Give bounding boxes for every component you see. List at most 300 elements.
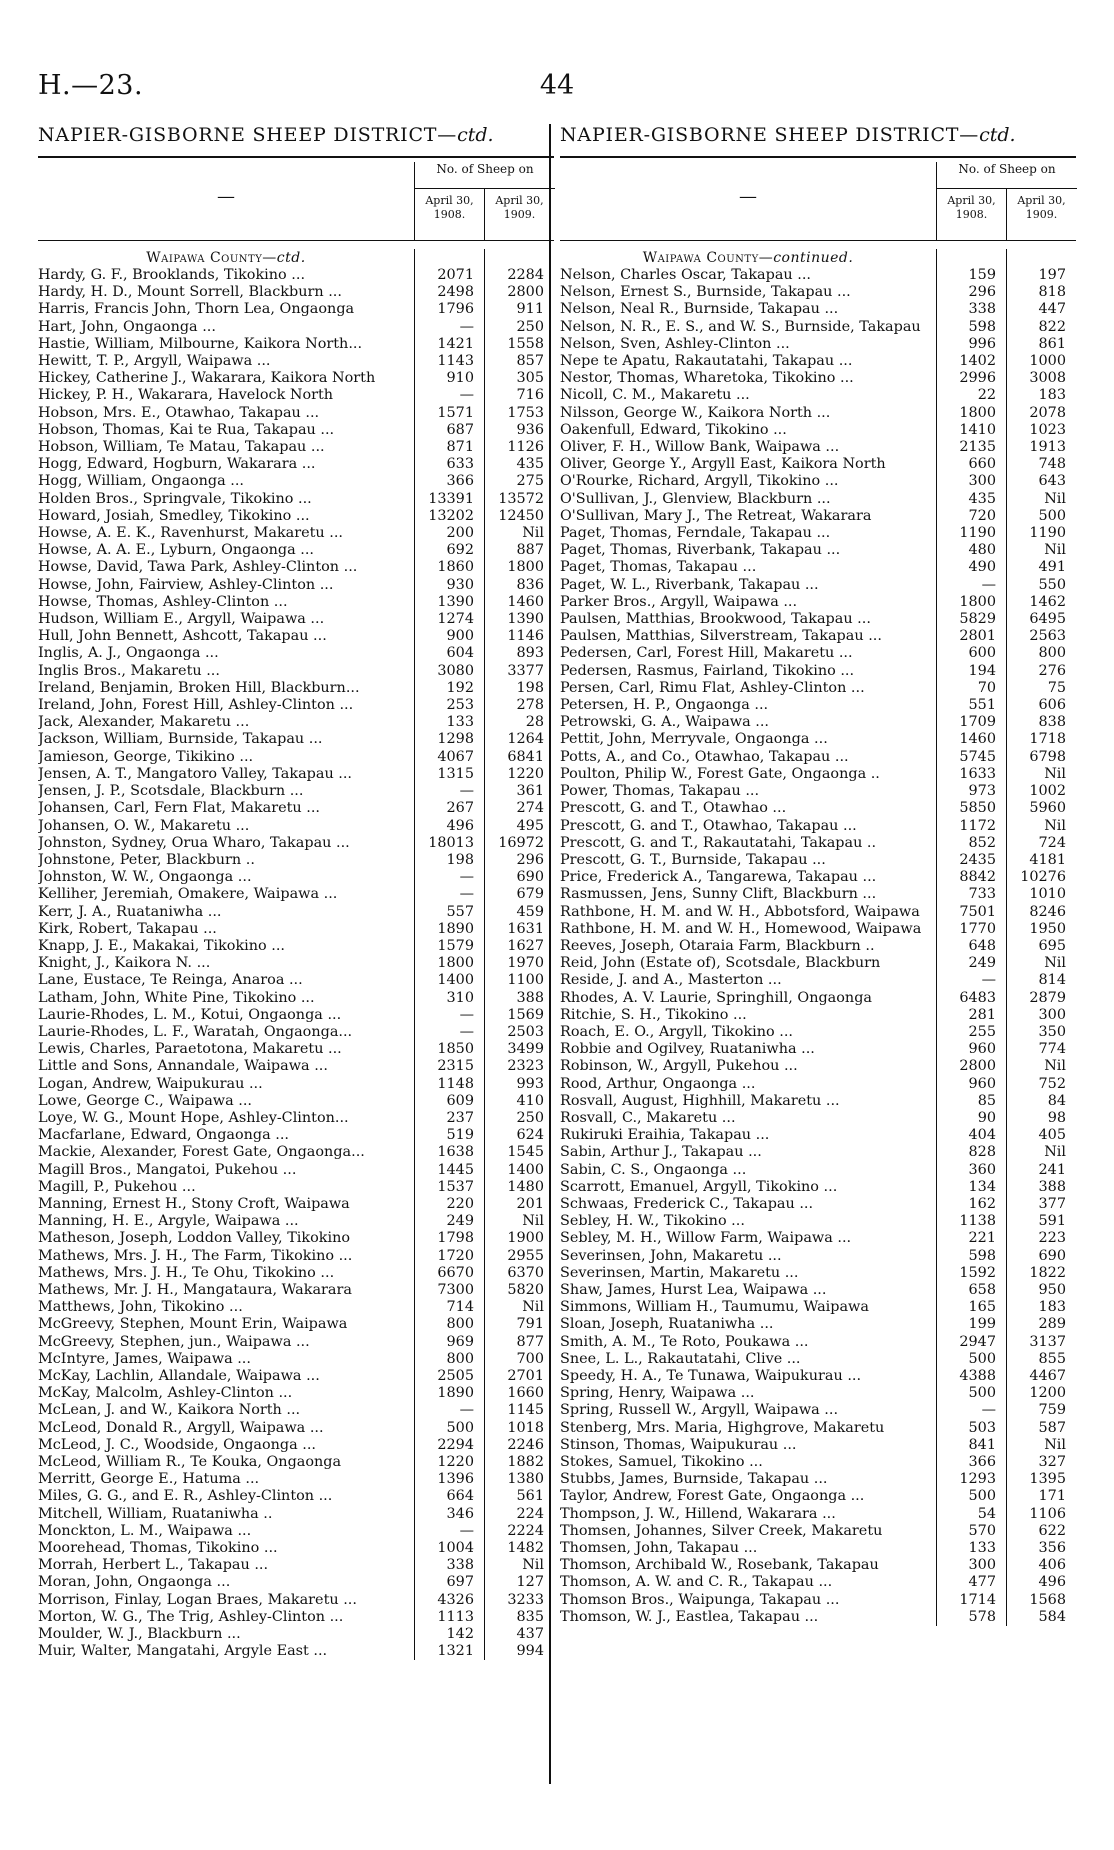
sheep-1908-cell: — <box>981 972 996 989</box>
owner-name-cell: Paget, W. L., Riverbank, Takapau ... <box>560 576 819 593</box>
county-suffix: continued. <box>773 250 854 266</box>
table-row <box>38 319 554 336</box>
table-row <box>560 938 1076 955</box>
owner-name-cell: Oakenfull, Edward, Tikokino ... <box>560 421 787 438</box>
table-row <box>38 835 554 852</box>
sheep-1908-cell: 1315 <box>437 765 474 782</box>
sheep-1909-cell: 276 <box>1038 662 1066 679</box>
district-title <box>38 124 554 150</box>
sheep-1908-cell: 2498 <box>437 284 474 301</box>
sheep-1908-cell: 18013 <box>428 834 474 851</box>
sheep-1908-cell: 2315 <box>437 1058 474 1075</box>
table-row <box>560 800 1076 817</box>
table-row <box>560 1213 1076 1230</box>
sheep-1909-cell: 695 <box>1038 937 1066 954</box>
table-row <box>560 284 1076 301</box>
sheep-1908-cell: — <box>459 783 474 800</box>
table-row <box>38 1402 554 1419</box>
table-row <box>38 1316 554 1333</box>
sheep-1908-cell: 6670 <box>437 1264 474 1281</box>
owner-name-cell: Rathbone, H. M. and W. H., Abbotsford, Waipawa <box>560 903 920 920</box>
table-row <box>38 852 554 869</box>
sheep-1909-cell: 1018 <box>507 1419 544 1436</box>
sheep-1909-cell: 1660 <box>507 1385 544 1402</box>
sheep-1909-cell: 274 <box>516 800 544 817</box>
county-heading <box>560 249 1076 267</box>
owner-name-cell: Monckton, L. M., Waipawa ... <box>38 1522 252 1539</box>
table-row <box>560 353 1076 370</box>
sheep-1908-cell: 1579 <box>437 937 474 954</box>
table-row <box>38 766 554 783</box>
sheep-1908-cell: 1148 <box>437 1075 474 1092</box>
sheep-1909-cell: 6370 <box>507 1264 544 1281</box>
table-row <box>38 1196 554 1213</box>
owner-name-cell: Hardy, G. F., Brooklands, Tikokino ... <box>38 267 306 283</box>
sheep-1908-cell: 221 <box>968 1230 996 1247</box>
owner-name-cell: Knight, J., Kaikora N. ... <box>38 955 211 972</box>
table-row <box>560 904 1076 921</box>
sheep-1908-cell: 633 <box>446 456 474 473</box>
sheep-1908-cell: 1796 <box>437 301 474 318</box>
table-row <box>560 1179 1076 1196</box>
table-row <box>38 680 554 697</box>
sheep-1908-cell: 841 <box>968 1436 996 1453</box>
table-row <box>560 886 1076 903</box>
owner-name-cell: Nicoll, C. M., Makaretu ... <box>560 387 750 404</box>
owner-name-cell: Johansen, Carl, Fern Flat, Makaretu ... <box>38 800 320 817</box>
table-row <box>560 1282 1076 1299</box>
sheep-1909-cell: 1200 <box>1029 1385 1066 1402</box>
sheep-1908-cell: 1860 <box>437 559 474 576</box>
table-row <box>38 1643 554 1660</box>
owner-name-cell: Rosvall, C., Makaretu ... <box>560 1109 736 1126</box>
owner-name-cell: Laurie-Rhodes, L. F., Waratah, Ongaonga... <box>38 1023 353 1040</box>
table-row <box>38 1506 554 1523</box>
sheep-1908-cell: — <box>459 1023 474 1040</box>
sheep-1909-cell: 1400 <box>507 1161 544 1178</box>
table-row <box>38 1574 554 1591</box>
owner-name-cell: Nelson, Neal R., Burnside, Takapau ... <box>560 301 839 318</box>
table-row <box>38 955 554 972</box>
table-row <box>38 869 554 886</box>
sheep-1909-cell: 361 <box>516 783 544 800</box>
table-row <box>38 611 554 628</box>
table-row <box>560 1540 1076 1557</box>
table-row <box>38 1058 554 1075</box>
sheep-1908-cell: 296 <box>968 284 996 301</box>
sheep-1909-cell: Nil <box>1044 955 1066 972</box>
sheep-1908-cell: 165 <box>968 1299 996 1316</box>
sheep-1908-cell: 13202 <box>428 507 474 524</box>
table-row <box>560 1574 1076 1591</box>
table-row <box>38 1110 554 1127</box>
owner-name-cell: McLeod, J. C., Woodside, Ongaonga ... <box>38 1436 317 1453</box>
owner-name-cell: Ritchie, S. H., Tikokino ... <box>560 1006 747 1023</box>
sheep-1909-cell: 496 <box>1038 1574 1066 1591</box>
owner-name-cell: Hobson, Thomas, Kai te Rua, Takapau ... <box>38 421 335 438</box>
owner-name-cell: McLeod, William R., Te Kouka, Ongaonga <box>38 1454 342 1471</box>
sheep-1908-cell: 366 <box>968 1454 996 1471</box>
owner-name-cell: Paget, Thomas, Ferndale, Takapau ... <box>560 525 831 542</box>
sheep-1908-cell: 3080 <box>437 662 474 679</box>
owner-name-cell: Stenberg, Mrs. Maria, Highgrove, Makaretu <box>560 1419 885 1436</box>
owner-name-cell: Moulder, W. J., Blackburn ... <box>38 1626 241 1643</box>
sheep-1908-cell: 1714 <box>959 1591 996 1608</box>
sheep-1909-cell: 818 <box>1038 284 1066 301</box>
table-row <box>38 1557 554 1574</box>
sheep-1909-cell: 1558 <box>507 335 544 352</box>
sheep-1909-cell: 1627 <box>507 937 544 954</box>
sheep-count-header: No. of Sheep on <box>936 162 1077 189</box>
sheep-1908-cell: 1633 <box>959 765 996 782</box>
owner-name-cell: Jackson, William, Burnside, Takapau ... <box>38 731 323 748</box>
table-row <box>38 1179 554 1196</box>
owner-name-cell: Thomson, Archibald W., Rosebank, Takapau <box>560 1557 879 1574</box>
sheep-1908-cell: 5850 <box>959 800 996 817</box>
sheep-1909-cell: 3377 <box>507 662 544 679</box>
owner-name-cell: Nelson, Charles Oscar, Takapau ... <box>560 267 811 283</box>
owner-name-cell: Mitchell, William, Ruataniwha .. <box>38 1505 273 1522</box>
sheep-1909-cell: 2563 <box>1029 628 1066 645</box>
table-row <box>560 1162 1076 1179</box>
sheep-1909-cell: 1462 <box>1029 593 1066 610</box>
owner-name-cell: Hickey, Catherine J., Wakarara, Kaikora North <box>38 370 376 387</box>
owner-name-cell: Stubbs, James, Burnside, Takapau ... <box>560 1471 828 1488</box>
sheep-1908-cell: 6483 <box>959 989 996 1006</box>
owner-name-cell: Reeves, Joseph, Otaraia Farm, Blackburn .. <box>560 937 875 954</box>
sheep-1909-cell: Nil <box>1044 490 1066 507</box>
sheep-1908-cell: 85 <box>977 1092 996 1109</box>
owner-name-cell: McLean, J. and W., Kaikora North ... <box>38 1402 301 1419</box>
sheep-1908-cell: 4388 <box>959 1368 996 1384</box>
district-title <box>560 124 1076 150</box>
sheep-1908-cell: 500 <box>968 1488 996 1505</box>
owner-name-cell: Price, Frederick A., Tangarewa, Takapau ... <box>560 869 877 886</box>
sheep-1908-cell: 1004 <box>437 1540 474 1557</box>
sheep-1908-cell: 1800 <box>959 404 996 421</box>
owner-name-cell: McKay, Lachlin, Allandale, Waipawa ... <box>38 1368 320 1384</box>
sheep-1909-cell: 993 <box>516 1075 544 1092</box>
table-row <box>560 1110 1076 1127</box>
owner-name-cell: Hastie, William, Milbourne, Kaikora North... <box>38 335 363 352</box>
sheep-1909-cell: 2879 <box>1029 989 1066 1006</box>
owner-name-cell: Schwaas, Frederick C., Takapau ... <box>560 1195 814 1212</box>
table-row <box>38 714 554 731</box>
sheep-1908-cell: 8842 <box>959 869 996 886</box>
sheep-1909-cell: 1145 <box>507 1402 544 1419</box>
owner-name-cell: Oliver, F. H., Willow Bank, Waipawa ... <box>560 439 840 456</box>
sheep-1908-cell: 435 <box>968 490 996 507</box>
sheep-1908-cell: 720 <box>968 507 996 524</box>
table-row <box>38 904 554 921</box>
table-row <box>560 1437 1076 1454</box>
sheep-1909-cell: 1264 <box>507 731 544 748</box>
sheep-1909-cell: 435 <box>516 456 544 473</box>
table-row <box>38 1299 554 1316</box>
sheep-1909-cell: 1220 <box>507 765 544 782</box>
table-row <box>38 1540 554 1557</box>
sheep-1909-cell: Nil <box>522 1299 544 1316</box>
sheep-1909-cell: 587 <box>1038 1419 1066 1436</box>
sheep-1908-cell: 1400 <box>437 972 474 989</box>
sheep-1908-cell: 733 <box>968 886 996 903</box>
table-row <box>560 1488 1076 1505</box>
sheep-1908-cell: 2135 <box>959 439 996 456</box>
sheep-1909-cell: 911 <box>516 301 544 318</box>
sheep-1909-cell: 1882 <box>507 1454 544 1471</box>
table-row <box>560 818 1076 835</box>
sheep-1908-cell: 490 <box>968 559 996 576</box>
sheep-1908-cell: 1190 <box>959 525 996 542</box>
sheep-1909-cell: 6798 <box>1029 748 1066 765</box>
table-row <box>38 1213 554 1230</box>
sheep-1908-cell: 2801 <box>959 628 996 645</box>
sheep-1909-cell: Nil <box>522 1557 544 1574</box>
sheep-1909-cell: 724 <box>1038 834 1066 851</box>
owner-name-cell: McGreevy, Stephen, Mount Erin, Waipawa <box>38 1316 348 1333</box>
county-name: Waipawa County— <box>146 250 277 266</box>
table-row <box>38 1609 554 1626</box>
sheep-1909-cell: 1146 <box>507 628 544 645</box>
sheep-1908-cell: 360 <box>968 1161 996 1178</box>
sheep-1908-cell: 996 <box>968 335 996 352</box>
sheep-1909-cell: 994 <box>516 1643 544 1660</box>
sheep-1908-cell: 1421 <box>437 335 474 352</box>
owner-name-cell: Lane, Eustace, Te Reinga, Anaroa ... <box>38 972 303 989</box>
sheep-1909-cell: 1000 <box>1029 353 1066 370</box>
sheep-1908-cell: — <box>459 1006 474 1023</box>
table-row <box>560 1196 1076 1213</box>
table-row <box>560 611 1076 628</box>
sheep-1908-cell: 1800 <box>437 955 474 972</box>
sheep-1908-cell: 852 <box>968 834 996 851</box>
table-row <box>38 921 554 938</box>
sheep-1909-cell: 289 <box>1038 1316 1066 1333</box>
sheep-1909-cell: Nil <box>1044 1144 1066 1161</box>
table-row <box>38 525 554 542</box>
owner-name-cell: Nilsson, George W., Kaikora North ... <box>560 404 831 421</box>
year-1908-header: April 30, 1908. <box>414 188 484 240</box>
table-row <box>560 1230 1076 1247</box>
sheep-1909-cell: 275 <box>516 473 544 490</box>
sheep-1909-cell: 447 <box>1038 301 1066 318</box>
table-row <box>38 1162 554 1179</box>
owner-name-cell: Scarrott, Emanuel, Argyll, Tikokino ... <box>560 1178 838 1195</box>
sheep-1908-cell: 404 <box>968 1127 996 1144</box>
sheep-1909-cell: Nil <box>522 1213 544 1230</box>
district-title-text: NAPIER-GISBORNE SHEEP DISTRICT— <box>560 124 980 146</box>
left-column <box>38 124 554 1660</box>
owner-name-cell: Thomsen, John, Takapau ... <box>560 1540 758 1557</box>
table-row <box>560 1368 1076 1385</box>
sheep-1908-cell: 1410 <box>959 421 996 438</box>
table-row <box>560 1299 1076 1316</box>
owner-name-cell: Jamieson, George, Tikikino ... <box>38 748 254 765</box>
table-row <box>560 387 1076 404</box>
table-row <box>38 1471 554 1488</box>
table-row <box>38 628 554 645</box>
table-row <box>38 1488 554 1505</box>
owner-name-cell: Rood, Arthur, Ongaonga ... <box>560 1075 756 1092</box>
sheep-table-body <box>560 249 1076 1626</box>
table-row <box>38 559 554 576</box>
table-row <box>560 663 1076 680</box>
sheep-1909-cell: 936 <box>516 421 544 438</box>
table-row <box>560 336 1076 353</box>
table-row <box>38 284 554 301</box>
table-row <box>38 1230 554 1247</box>
page-header <box>0 70 1114 110</box>
sheep-1908-cell: 200 <box>446 525 474 542</box>
owner-name-cell: Petersen, H. P., Ongaonga ... <box>560 697 769 714</box>
owner-name-cell: Little and Sons, Annandale, Waipawa ... <box>38 1058 328 1075</box>
owner-name-cell: O'Sullivan, J., Glenview, Blackburn ... <box>560 490 831 507</box>
table-row <box>38 1592 554 1609</box>
sheep-1909-cell: 3008 <box>1029 370 1066 387</box>
owner-name-cell: Persen, Carl, Rimu Flat, Ashley-Clinton ... <box>560 679 865 696</box>
owner-name-cell: Lewis, Charles, Paraetotona, Makaretu ... <box>38 1041 342 1058</box>
sheep-1909-cell: 10276 <box>1020 869 1066 886</box>
table-row <box>560 1506 1076 1523</box>
table-row <box>38 1041 554 1058</box>
table-row <box>560 594 1076 611</box>
owner-name-cell: Inglis, A. J., Ongaonga ... <box>38 645 219 662</box>
sheep-1909-cell: 388 <box>516 989 544 1006</box>
sheep-1908-cell: 1390 <box>437 593 474 610</box>
owner-name-cell: Petrowski, G. A., Waipawa ... <box>560 714 770 731</box>
sheep-1909-cell: 350 <box>1038 1023 1066 1040</box>
table-row <box>560 680 1076 697</box>
sheep-1908-cell: 54 <box>977 1505 996 1522</box>
owner-name-cell: Potts, A., and Co., Otawhao, Takapau ... <box>560 748 849 765</box>
owner-name-cell: Matthews, John, Tikokino ... <box>38 1299 243 1316</box>
sheep-1909-cell: 241 <box>1038 1161 1066 1178</box>
sheep-1909-cell: Nil <box>1044 1436 1066 1453</box>
owner-name-cell: Pettit, John, Merryvale, Ongaonga ... <box>560 731 828 748</box>
table-row <box>38 1385 554 1402</box>
table-row <box>38 1093 554 1110</box>
sheep-1908-cell: 503 <box>968 1419 996 1436</box>
owner-name-cell: Inglis Bros., Makaretu ... <box>38 662 220 679</box>
sheep-1908-cell: 4326 <box>437 1591 474 1608</box>
sheep-1909-cell: 887 <box>516 542 544 559</box>
sheep-1908-cell: 1800 <box>959 593 996 610</box>
sheep-1908-cell: 267 <box>446 800 474 817</box>
sheep-1909-cell: 1913 <box>1029 439 1066 456</box>
owner-name-cell: Power, Thomas, Takapau ... <box>560 783 760 800</box>
sheep-1909-cell: 127 <box>516 1574 544 1591</box>
owner-name-cell: Mackie, Alexander, Forest Gate, Ongaonga... <box>38 1144 365 1161</box>
sheep-1908-cell: 1798 <box>437 1230 474 1247</box>
owner-name-cell: Nestor, Thomas, Wharetoka, Tikokino ... <box>560 370 854 387</box>
sheep-1908-cell: 7300 <box>437 1281 474 1298</box>
sheep-1909-cell: 861 <box>1038 335 1066 352</box>
sheep-1908-cell: 477 <box>968 1574 996 1591</box>
sheep-1909-cell: 2323 <box>507 1058 544 1075</box>
sheep-1908-cell: 346 <box>446 1505 474 1522</box>
sheep-1908-cell: — <box>459 1402 474 1419</box>
sheep-1909-cell: 4181 <box>1029 851 1066 868</box>
sheep-1908-cell: 192 <box>446 679 474 696</box>
table-row <box>38 1351 554 1368</box>
owner-name-cell: Harris, Francis John, Thorn Lea, Ongaonga <box>38 301 355 318</box>
owner-name-cell: Hardy, H. D., Mount Sorrell, Blackburn ... <box>38 284 342 301</box>
owner-name-cell: Nelson, Sven, Ashley-Clinton ... <box>560 335 790 352</box>
sheep-1909-cell: 224 <box>516 1505 544 1522</box>
table-row <box>560 1076 1076 1093</box>
table-row <box>560 1592 1076 1609</box>
table-row <box>560 1007 1076 1024</box>
sheep-1909-cell: 84 <box>1047 1092 1066 1109</box>
owner-name-cell: Robbie and Ogilvey, Ruataniwha ... <box>560 1041 815 1058</box>
sheep-1909-cell: 405 <box>1038 1127 1066 1144</box>
sheep-1909-cell: 1380 <box>507 1471 544 1488</box>
sheep-1908-cell: 1571 <box>437 404 474 421</box>
sheep-1909-cell: 406 <box>1038 1557 1066 1574</box>
table-row <box>38 1127 554 1144</box>
sheep-1908-cell: 2435 <box>959 851 996 868</box>
owner-name-cell: Muir, Walter, Mangatahi, Argyle East ... <box>38 1643 328 1660</box>
sheep-1909-cell: 1822 <box>1029 1264 1066 1281</box>
table-row <box>560 990 1076 1007</box>
owner-name-cell: Logan, Andrew, Waipukurau ... <box>38 1075 263 1092</box>
sheep-1908-cell: 960 <box>968 1041 996 1058</box>
owner-name-cell: Rasmussen, Jens, Sunny Clift, Blackburn ... <box>560 886 877 903</box>
sheep-1909-cell: 622 <box>1038 1522 1066 1539</box>
sheep-1908-cell: 13391 <box>428 490 474 507</box>
table-row <box>38 594 554 611</box>
table-row <box>38 405 554 422</box>
table-row <box>560 542 1076 559</box>
table-row <box>38 473 554 490</box>
table-row <box>560 1093 1076 1110</box>
sheep-1908-cell: 194 <box>968 662 996 679</box>
owner-name-cell: Stokes, Samuel, Tikokino ... <box>560 1454 763 1471</box>
table-header <box>560 156 1076 241</box>
sheep-1908-cell: 910 <box>446 370 474 387</box>
sheep-1908-cell: 300 <box>968 1557 996 1574</box>
sheep-1909-cell: 3233 <box>507 1591 544 1608</box>
owner-name-cell: Reside, J. and A., Masterton ... <box>560 972 782 989</box>
sheep-1909-cell: 171 <box>1038 1488 1066 1505</box>
sheep-1908-cell: 664 <box>446 1488 474 1505</box>
table-row <box>38 1248 554 1265</box>
sheep-1909-cell: 98 <box>1047 1109 1066 1126</box>
sheep-1909-cell: 791 <box>516 1316 544 1333</box>
sheep-1908-cell: 1172 <box>959 817 996 834</box>
sheep-1908-cell: 198 <box>446 851 474 868</box>
sheep-1908-cell: 142 <box>446 1626 474 1643</box>
sheep-1909-cell: 1023 <box>1029 421 1066 438</box>
owner-name-cell: Prescott, G. and T., Otawhao, Takapau ... <box>560 817 857 834</box>
sheep-1908-cell: 300 <box>968 473 996 490</box>
sheep-1908-cell: 648 <box>968 937 996 954</box>
sheep-1908-cell: 1293 <box>959 1471 996 1488</box>
owner-name-cell: Paulsen, Matthias, Silverstream, Takapau ... <box>560 628 882 645</box>
sheep-1909-cell: 690 <box>516 869 544 886</box>
owner-name-cell: Severinsen, Martin, Makaretu ... <box>560 1264 799 1281</box>
sheep-1909-cell: 201 <box>516 1195 544 1212</box>
owner-name-cell: Manning, H. E., Argyle, Waipawa ... <box>38 1213 299 1230</box>
table-row <box>560 731 1076 748</box>
sheep-1909-cell: 1460 <box>507 593 544 610</box>
sheep-1908-cell: 1402 <box>959 353 996 370</box>
sheep-1909-cell: 950 <box>1038 1281 1066 1298</box>
owner-name-cell: Thomson Bros., Waipunga, Takapau ... <box>560 1591 840 1608</box>
owner-name-cell: Morrison, Finlay, Logan Braes, Makaretu ... <box>38 1591 357 1608</box>
owner-name-cell: Snee, L. L., Rakautatahi, Clive ... <box>560 1350 801 1367</box>
sheep-1908-cell: 692 <box>446 542 474 559</box>
